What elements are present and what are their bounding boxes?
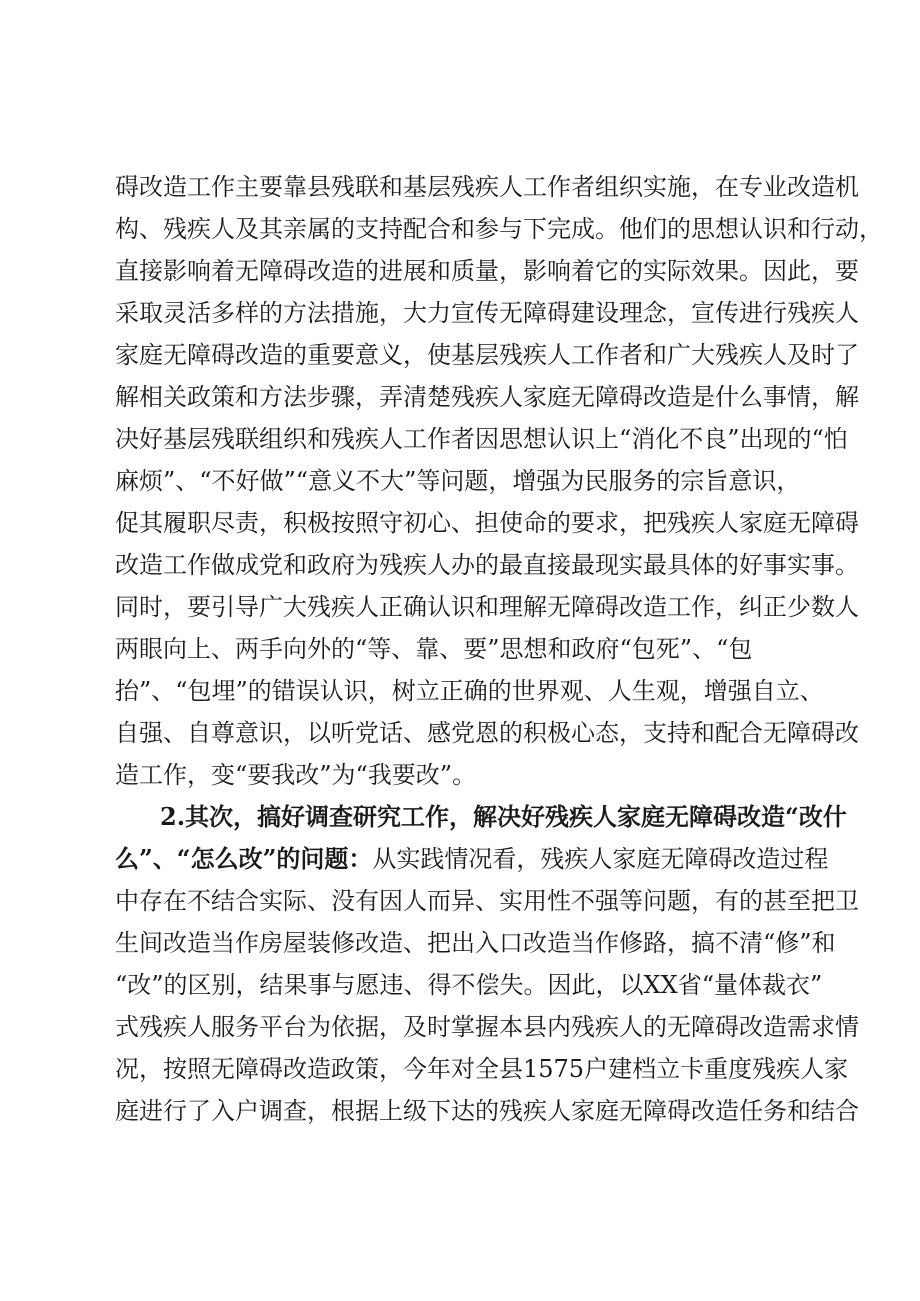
paragraph-1-line-5: 家庭无障碍改造的重要意义，使基层残疾人工作者和广大残疾人及时了 xyxy=(115,341,859,369)
paragraph-1-line-8: 麻烦”、“不好做”“意义不大”等问题，增强为民服务的宗旨意识， xyxy=(115,467,801,495)
paragraph-2-line-1: 中存在不结合实际、没有因人而异、实用性不强等问题，有的甚至把卫 xyxy=(115,887,859,915)
paragraph-1-line-11: 同时，要引导广大残疾人正确认识和理解无障碍改造工作，纠正少数人 xyxy=(115,593,859,621)
paragraph-1-line-13: 抬”、“包埋”的错误认识，树立正确的世界观、人生观，增强自立、 xyxy=(115,677,824,705)
paragraph-1-line-15: 造工作，变“要我改”为“我要改”。 xyxy=(115,761,477,789)
paragraph-1-line-7: 决好基层残联组织和残疾人工作者因思想认识上“消化不良”出现的“怕 xyxy=(115,425,848,453)
paragraph-1-line-10: 改造工作做成党和政府为残疾人办的最直接最现实最具体的好事实事。 xyxy=(115,551,859,579)
paragraph-1-line-9: 促其履职尽责，积极按照守初心、担使命的要求，把残疾人家庭无障碍 xyxy=(115,509,859,537)
paragraph-2-line-3: “改”的区别，结果事与愿违、得不偿失。因此，以XX省“量体裁衣” xyxy=(115,971,823,999)
section-heading-line-2 xyxy=(115,840,828,878)
paragraph-2-line-6: 庭进行了入户调查，根据上级下达的残疾人家庭无障碍改造任务和结合 xyxy=(115,1097,859,1125)
paragraph-2-line-5: 况，按照无障碍改造政策，今年对全县1575户建档立卡重度残疾人家 xyxy=(115,1055,849,1083)
paragraph-2-line-4: 式残疾人服务平台为依据，及时掌握本县内残疾人的无障碍改造需求情 xyxy=(115,1013,859,1041)
section-heading-line-1: 2.其次，搞好调查研究工作，解决好残疾人家庭无障碍改造“改什 xyxy=(160,802,847,831)
paragraph-1-line-3: 直接影响着无障碍改造的进展和质量，影响着它的实际效果。因此，要 xyxy=(115,257,859,285)
section-heading-body-text: 从实践情况看，残疾人家庭无障碍改造过程 xyxy=(372,845,829,873)
paragraph-2-line-2: 生间改造当作房屋装修改造、把出入口改造当作修路，搞不清“修”和 xyxy=(115,929,836,957)
paragraph-1-line-1: 碍改造工作主要靠县残联和基层残疾人工作者组织实施，在专业改造机 xyxy=(115,173,859,201)
paragraph-1-line-14: 自强、自尊意识，以听党话、感党恩的积极心态，支持和配合无障碍改 xyxy=(115,719,859,747)
paragraph-1-line-2: 构、残疾人及其亲属的支持配合和参与下完成。他们的思想认识和行动， xyxy=(115,215,883,243)
paragraph-1-line-6: 解相关政策和方法步骤，弄清楚残疾人家庭无障碍改造是什么事情，解 xyxy=(115,383,859,411)
paragraph-1-line-4: 采取灵活多样的方法措施，大力宣传无障碍建设理念，宣传进行残疾人 xyxy=(115,299,859,327)
paragraph-1-line-12: 两眼向上、两手向外的“等、靠、要”思想和政府“包死”、“包 xyxy=(115,635,753,663)
section-heading-bold-text: 么”、“怎么改”的问题： xyxy=(115,844,373,873)
